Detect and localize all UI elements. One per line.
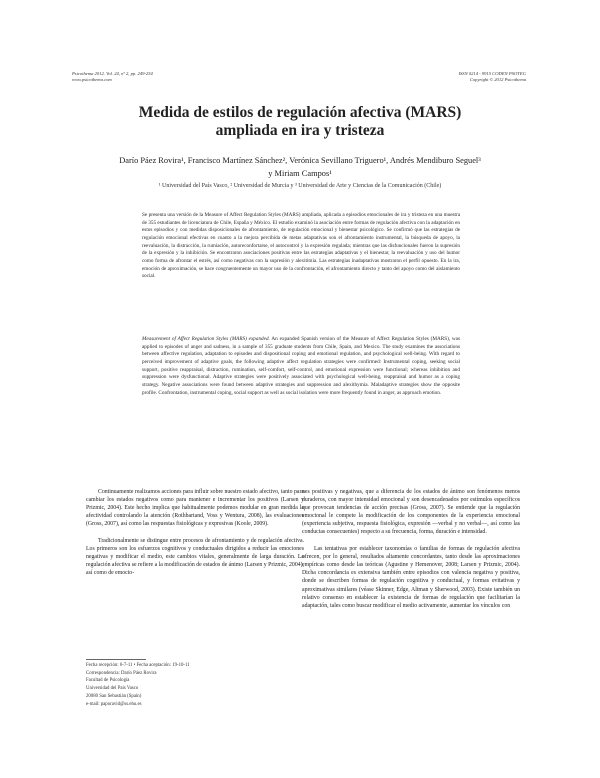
title-line-1: Medida de estilos de regulación afectiva (MARS) (138, 104, 462, 121)
authors-line-2: y Miriam Campos¹ (268, 168, 332, 178)
body-paragraph: Continuamente realizamos acciones para influir sobre nuestro estado afectivo, tanto para cambiar los estados negativos como para mantener e incrementar los positivos (Larsen y Prizmic, 2004). Este hecho implica que habitualmente podemos modular en gran medida la afectividad controlando la atención (Rothbartand, Voss y Wentura, 2008), las evaluaciones (Gross, 2007), así como las respuestas fisiológicas y expresivas (Koole, 2009). (86, 489, 304, 528)
footnote-faculty: Facultad de Psicología (86, 678, 130, 684)
affiliations: ¹ Universidad del País Vasco, ² Universidad de Murcia y ³ Universidad de Arte y Ciencias de la Comunicación (Chile) (158, 183, 442, 189)
journal-header-right (458, 71, 526, 83)
footnote-address: 20080 San Sebastián (Spain) (86, 693, 142, 699)
journal-issn: ISSN 0214 - 9915 CODEN PSOTEG (458, 71, 526, 76)
footnote-email: e-mail: paporavid@ss.ehu.es (86, 701, 142, 707)
footnote-divider (86, 659, 146, 660)
correspondence-footnote (86, 662, 286, 708)
body-column-left (86, 488, 304, 577)
authors-line-1: Darío Páez Rovira¹, Francisco Martínez Sánchez², Verónica Sevillano Triguero¹, Andrés Mendiburo Seguel³ (119, 156, 481, 165)
abstract-english-body: An expanded Spanish version of the Measure of Affect Regulation Styles (MARS), was applied to episodes of anger and sadness, in a sample of 355 graduate students from Chile, Spain, and Mexico. The study examines the associations between affective regulation, adaptation to episodes and dispositional coping and emotional regulation, and psychological well-being. With regard to perceived improvement of adaptive goals, the following adaptive affect regulation strategies were confirmed: Instrumental coping, seeking social support, positive reappraisal, distraction, rumination, self-comfort, self-control, and emotional expression were functional; whereas inhibition and suppression were dysfunctional. Adaptive strategies were positively associated with psychological well-being, reappraisal and humor as a coping strategy. Negative associations were found between adaptive strategies and suppression and alexithymia. Maladaptive strategies show the opposite profile. Confrontation, instrumental coping, social support as well as social isolation were more frequently found in anger, as approach emotion. (142, 336, 460, 396)
journal-header-left (72, 71, 153, 83)
footnote-university: Universidad del País Vasco (86, 686, 139, 692)
body-paragraph: nes positivas y negativas, que a diferencia de los estados de ánimo son fenómenos menos duraderos, con mayor intensidad emocional y son desencadenados por estímulos específicos que provocan tendencias de acción precisas (Gross, 2007). Se entiende que la regulación emocional le compete la modificación de los componentes de la experiencia emocional (experiencia subjetiva, respuesta fisiológica, expresión —verbal y no verbal—, así como las conductas consecuentes) respecto a su frecuencia, forma, duración e intensidad. (302, 489, 520, 536)
body-paragraph: Tradicionalmente se distingue entre procesos de afrontamiento y de regulación afectiva. Los primeros son los esfuerzos cognitivos y conductuales dirigidos a reducir las emociones negativas y modificar el medio, este cambios vitales, generalmente de larga duración. La regulación afectiva se refiere a la modificación de estados de ánimo (Larsen y Prizmic, 2004), así como de emocio- (86, 538, 304, 577)
footnote-correspondence: Correspondencia: Darío Páez Rovira (86, 670, 157, 676)
abstract-english-title: Measurement of Affect Regulation Styles (MARS) expanded. (142, 336, 270, 342)
journal-website: www.psicothema.com (72, 77, 112, 82)
body-paragraph: Las tentativas por establecer taxonomías o familias de formas de regulación afectiva ofrecen, por lo general, resultados altamente concordantes, tanto desde las aproximaciones empíricas como desde las teóricas (Agustine y Hemenover, 2008; Larsen y Prizmic, 2004). Dicha concordancia es extensiva también entre episodios con valencia negativa y positiva, donde se describen formas de regulación cognitiva y conductual, y formas evitativas y aproximativas similares (véase Skinner, Edge, Altman y Sherwood, 2003). Existe también un relativo consenso en establecer la existencia de formas de regulación que facilitarían la adaptación, tales como buscar modificar el medio activamente, aumentar los vínculos con (302, 546, 520, 609)
article-title (60, 104, 540, 140)
abstract-english (142, 336, 460, 397)
body-column-right (302, 488, 520, 610)
footnote-dates: Fecha recepción: 6-7-11 • Fecha aceptación: 19-10-11 (86, 663, 190, 668)
title-line-2: ampliada en ira y tristeza (215, 122, 385, 139)
journal-citation: Psicothema 2012. Vol. 24, nº 2, pp. 249-254 (72, 71, 153, 76)
author-list (60, 155, 540, 180)
abstract-spanish: Se presenta una versión de la Measure of Affect Regulation Styles (MARS) ampliada, aplicada a episodios emocionales de ira y tristeza en una muestra de 355 estudiantes de licenciatura de Chile, España y México. El estudio examinó la asociación entre formas de regulación afectiva con la adaptación en estos episodios y con medidas disposicionales de afrontamiento, de regulación emocional y bienestar psicológico. Se confirmó que las estrategias de regulación emocional efectivas en cuanto a la mejora percibida de metas adaptativas son el afrontamiento instrumental, la búsqueda de apoyo, la reevaluación, la distracción, la rumiación, autoreconfortarse, el autocontrol y la expresión regulada; mientras que las disfuncionales fueron la supresión de la expresión y la inhibición. Se encontraron asociaciones positivas entre las estrategias adaptativas y el bienestar, la reevaluación y uso del humor como forma de afrontar el estrés, así como negativas con la supresión y alexitimia. Las estrategias inadaptativas mostraron el perfil opuesto. En la ira, emoción de aproximación, se hace congruentemente un mayor uso de la confrontación, el afrontamiento directo y tanto del apoyo como del aislamiento social. (142, 212, 460, 280)
journal-copyright: Copyright © 2012 Psicothema (469, 77, 526, 82)
